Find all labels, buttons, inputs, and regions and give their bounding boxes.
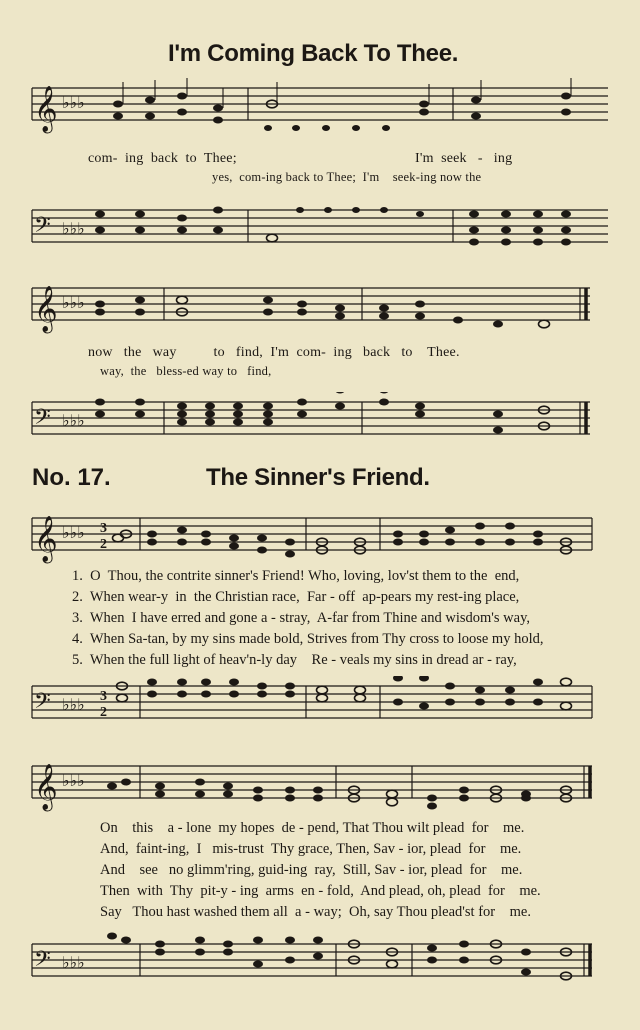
svg-text:♭♭♭: ♭♭♭ [62,221,85,238]
verse-line: 2. When wear-y in the Christian race, Far - off ap-pears my rest-ing place, [72,589,520,605]
svg-text:2: 2 [100,537,107,552]
svg-text:♭♭♭: ♭♭♭ [62,413,85,430]
verse-line: And see no glimm'ring, guid-ing ray, Still, Sav - ior, plead for me. [100,862,523,878]
verse-line: On this a - lone my hopes de - pend, That Thou wilt plead for me. [100,820,525,836]
verse-line: Say Thou hast washed them all a - way; Oh, say Thou plead'st for me. [100,904,531,920]
verse-line: 4. When Sa-tan, by my sins made bold, Strives from Thy cross to loose my hold, [72,631,544,647]
bass-staff [0,392,640,442]
svg-text:𝄢: 𝄢 [34,689,51,719]
svg-text:♭♭♭: ♭♭♭ [62,525,85,542]
svg-text:3: 3 [100,689,107,704]
lyric-line: yes, com-ing back to Thee; I'm seek-ing now the [212,170,482,184]
bass-staff [0,676,640,728]
svg-text:2: 2 [100,705,107,720]
svg-text:♭♭♭: ♭♭♭ [62,295,85,312]
verse-line: And, faint-ing, I mis-trust Thy grace, Then, Sav - ior, plead for me. [100,841,522,857]
svg-text:𝄞: 𝄞 [34,764,58,810]
svg-text:𝄢: 𝄢 [34,405,51,435]
svg-text:♭♭♭: ♭♭♭ [62,697,85,714]
verse-line: Then with Thy pit-y - ing arms en - fold, And plead, oh, plead for me. [100,883,541,899]
svg-text:♭♭♭: ♭♭♭ [62,955,85,972]
lyric-line: now the way to find, I'm com- ing back to Thee. [88,345,460,360]
hymn-number: No. 17. [32,464,111,491]
svg-text:♭♭♭: ♭♭♭ [62,773,85,790]
svg-text:♭♭♭: ♭♭♭ [62,95,85,112]
treble-staff [0,278,640,348]
svg-text:𝄢: 𝄢 [34,947,51,977]
treble-staff [0,508,640,568]
svg-text:𝄢: 𝄢 [34,213,51,243]
treble-staff [0,756,640,818]
bass-staff [0,930,640,1000]
lyric-line: I'm seek - ing [415,151,513,166]
verse-line: 5. When the full light of heav'n-ly day Re - veals my sins in dread ar - ray, [72,652,517,668]
svg-text:𝄞: 𝄞 [34,516,58,562]
verse-line: 3. When I have erred and gone a - stray, A-far from Thine and wisdom's way, [72,610,531,626]
bass-staff [0,200,640,250]
svg-text:3: 3 [100,521,107,536]
svg-text:𝄞: 𝄞 [34,86,58,132]
hymn-title: The Sinner's Friend. [206,464,430,491]
lyric-line: way, the bless-ed way to find, [100,364,272,378]
svg-text:𝄞: 𝄞 [34,286,58,332]
verse-line: 1. O Thou, the contrite sinner's Friend! Who, loving, lov'st them to the end, [72,568,520,584]
hymn-title: I'm Coming Back To Thee. [168,40,459,67]
lyric-line: com- ing back to Thee; [88,151,237,166]
treble-staff [0,78,640,148]
